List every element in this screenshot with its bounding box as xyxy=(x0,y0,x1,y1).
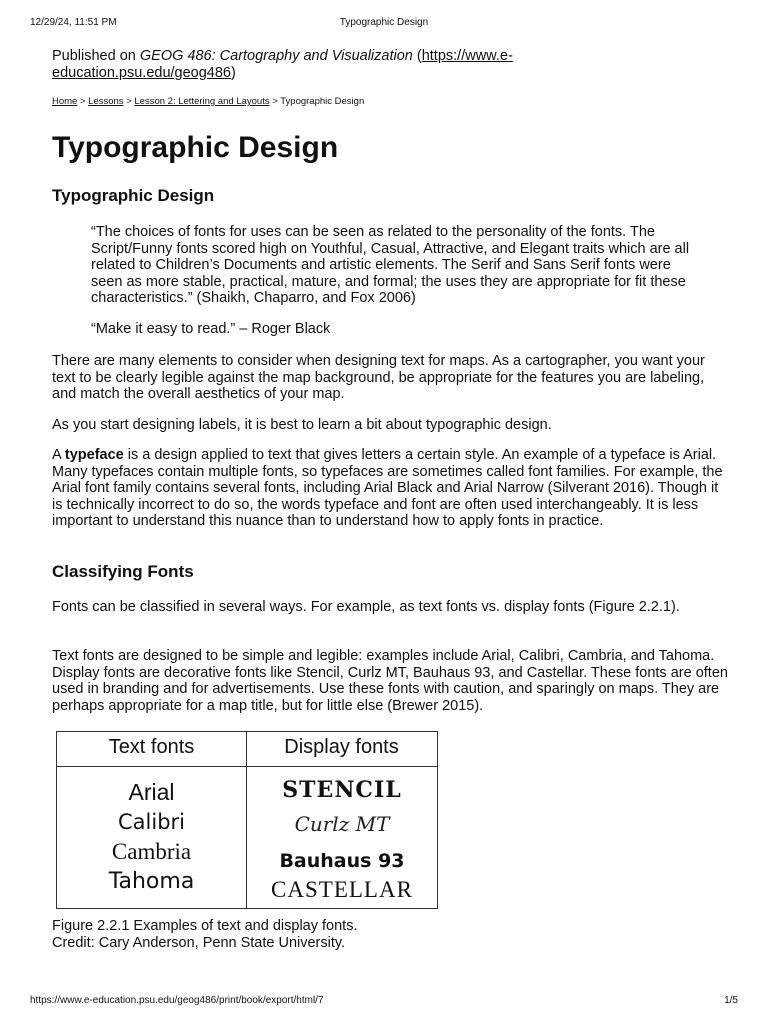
font-sample-cambria: Cambria xyxy=(111,839,192,864)
font-sample-tahoma: Tahoma xyxy=(108,869,195,894)
figure-caption xyxy=(52,918,357,951)
published-open-paren: ( xyxy=(412,48,422,64)
paragraph-text-elements: There are many elements to consider when designing text for maps. As a cartographer, you want your text to be clearly legible against the map background, be appropriate for the features you are labeling, and match the overall aesthetics of your map. xyxy=(52,353,705,402)
typeface-definition: is a design applied to text that gives letters a certain style. An example of a typeface is Arial. Many typefaces contain multiple fonts, so typefaces are sometimes called font families. For example, the Arial font family contains several fonts, including Arial Black and Arial Narrow (Silverant 2016). Though it is technically incorrect to do so, the words typeface and font are often used interchangeably. It is less important to understand this nuance than to understand how to apply fonts in practice. xyxy=(52,447,723,529)
quote-shaikh: “The choices of fonts for uses can be seen as related to the personality of the fonts. The Script/Funny fonts scored high on Youthful, Casual, Attractive, and Elegant traits which are all related to Children’s Documents and artistic elements. The Serif and Sans Serif fonts were seen as more stable, practical, mature, and formal; the uses they are appropriate for fit these characteristics.” (Shaikh, Chaparro, and Fox 2006) xyxy=(91,224,690,306)
breadcrumb-lessons[interactable]: Lessons xyxy=(88,96,124,107)
font-sample-castellar: CASTELLAR xyxy=(271,877,413,902)
figure-caption-title: Figure 2.2.1 Examples of text and display fonts. xyxy=(52,918,358,934)
breadcrumb-current: Typographic Design xyxy=(280,96,365,107)
text-fonts-header: Text fonts xyxy=(108,736,195,758)
page-number: 1/5 xyxy=(724,995,738,1006)
paragraph-typographic-design: As you start designing labels, it is best to learn a bit about typographic design. xyxy=(52,417,552,433)
print-header-title: Typographic Design xyxy=(339,17,429,28)
text-fonts-list xyxy=(57,777,246,897)
section-heading-typographic-design: Typographic Design xyxy=(52,186,215,205)
course-link[interactable]: https://www.e-education.psu.edu/geog486 xyxy=(52,48,513,81)
font-sample-calibri: Calibri xyxy=(118,810,185,834)
published-prefix: Published on xyxy=(52,48,140,64)
section-heading-classifying-fonts: Classifying Fonts xyxy=(52,562,194,581)
paragraph-classification: Fonts can be classified in several ways. For example, as text fonts vs. display fonts (Figure 2.2.1). xyxy=(52,599,680,615)
published-on xyxy=(52,48,592,81)
breadcrumb-separator: > xyxy=(269,96,281,107)
typeface-pre: A xyxy=(52,447,65,463)
paragraph-text-vs-display: Text fonts are designed to be simple and legible: examples include Arial, Calibri, Cambria, and Tahoma. Display fonts are decorative fonts like Stencil, Curlz MT, Bauhaus 93, and Castellar. These fonts are often used in branding and for advertisements. Use these fonts with caution, and sparingly on maps. They are perhaps appropriate for a map title, but for little else (Brewer 2015). xyxy=(52,648,728,714)
font-sample-bauhaus: Bauhaus 93 xyxy=(279,850,405,872)
font-sample-stencil: STENCIL xyxy=(282,777,402,803)
font-sample-curlz: Curlz MT xyxy=(294,812,390,836)
font-sample-arial: Arial xyxy=(128,779,175,805)
quote-roger-black: “Make it easy to read.” – Roger Black xyxy=(91,321,331,337)
breadcrumb-separator: > xyxy=(77,96,89,107)
published-close-paren: ) xyxy=(231,64,236,81)
print-footer-url: https://www.e-education.psu.edu/geog486/print/book/export/html/7 xyxy=(30,995,324,1006)
paragraph-typeface xyxy=(52,447,728,530)
page-title: Typographic Design xyxy=(52,131,339,164)
typeface-term: typeface xyxy=(64,447,124,463)
course-name: GEOG 486: Cartography and Visualization xyxy=(139,48,413,64)
figure-credit: Credit: Cary Anderson, Penn State University. xyxy=(52,934,346,951)
breadcrumb-home[interactable]: Home xyxy=(52,96,78,107)
figure-divider-horizontal xyxy=(57,766,437,767)
breadcrumb xyxy=(52,96,364,107)
print-datetime: 12/29/24, 11:51 PM xyxy=(30,17,117,28)
figure-font-examples xyxy=(56,731,438,909)
display-fonts-header: Display fonts xyxy=(284,736,399,758)
display-fonts-list xyxy=(247,774,437,905)
breadcrumb-separator: > xyxy=(123,96,135,107)
breadcrumb-lesson-2[interactable]: Lesson 2: Lettering and Layouts xyxy=(134,96,270,107)
